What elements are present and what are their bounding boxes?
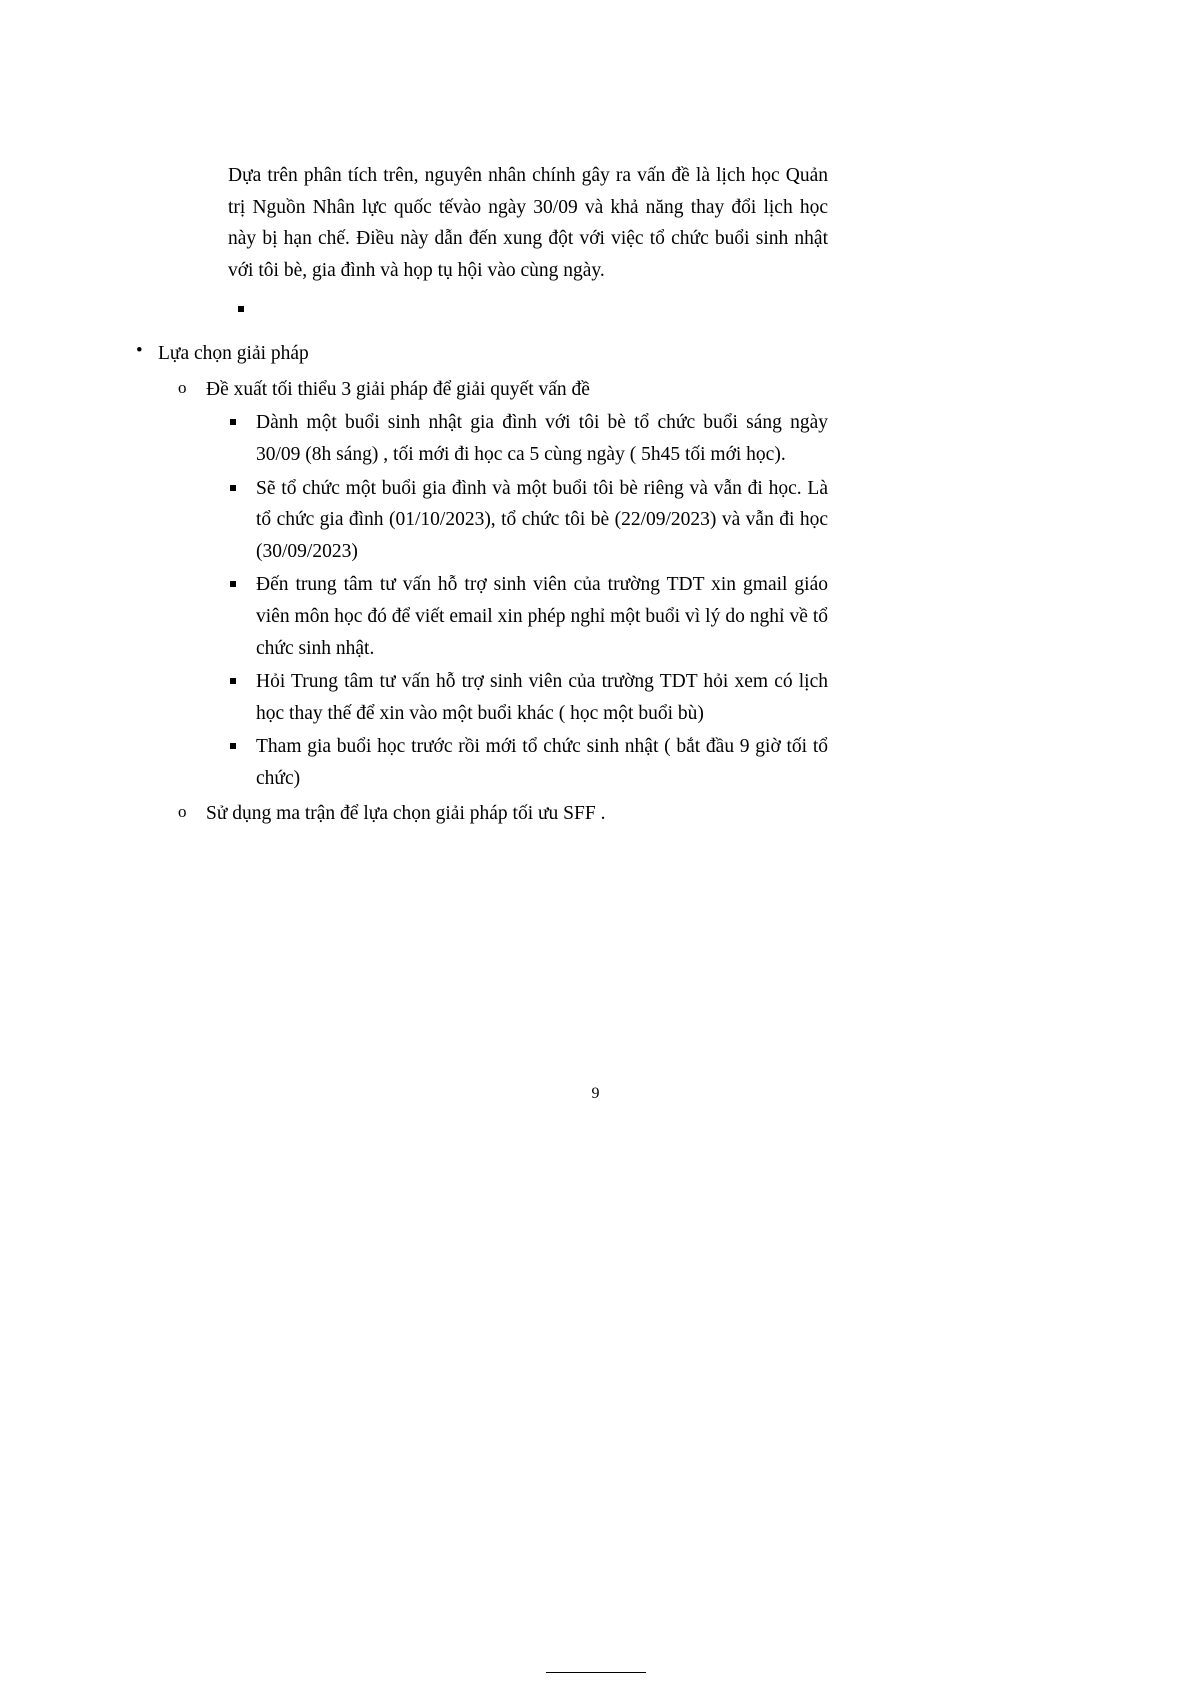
sub-item-label: Sử dụng ma trận để lựa chọn giải pháp tối ưu SFF . [206,803,606,825]
page-number: 9 [591,1085,600,1102]
list-item: Sẽ tổ chức một buổi gia đình và một buổi tôi bè riêng và vẫn đi học. Là tổ chức gia đình (01/10/2023), tổ chức tôi bè (22/09/2023) và vẫn đi học (30/09/2023) [206,473,828,568]
section-heading-label: Lựa chọn giải pháp [158,343,309,365]
solution-list [206,407,828,794]
document-body [128,160,828,830]
sub-item-list [158,374,828,830]
sub-item-matrix-selection [158,798,828,830]
list-item: Dành một buổi sinh nhật gia đình với tôi bè tổ chức buổi sáng ngày 30/09 (8h sáng) , tối mới đi học ca 5 cùng ngày ( 5h45 tối mới học). [206,407,828,470]
list-item: Tham gia buổi học trước rồi mới tổ chức sinh nhật ( bắt đầu 9 giờ tối tổ chức) [206,731,828,794]
solution-selection-section [128,338,828,830]
list-item: Hỏi Trung tâm tư vấn hỗ trợ sinh viên của trường TDT hỏi xem có lịch học thay thế để xin vào một buổi khác ( học một buổi bù) [206,666,828,729]
sub-item-propose-solutions [158,374,828,795]
section-heading-item [128,338,828,830]
sub-item-label: Đề xuất tối thiểu 3 giải pháp để giải quyết vấn đề [206,378,590,400]
intro-paragraph: Dựa trên phân tích trên, nguyên nhân chính gây ra vấn đề là lịch học Quản trị Nguồn Nhân lực quốc tếvào ngày 30/09 và khả năng thay đổi lịch học này bị hạn chế. Điều này dẫn đến xung đột với việc tổ chức buổi sinh nhật với tôi bè, gia đình và họp tụ hội vào cùng ngày. [228,165,828,281]
list-item: Đến trung tâm tư vấn hỗ trợ sinh viên của trường TDT xin gmail giáo viên môn học đó để viết email xin phép nghỉ một buổi vì lý do nghỉ về tổ chức sinh nhật. [206,569,828,664]
footer-divider [546,1672,646,1673]
empty-bullet-marker [128,294,828,324]
